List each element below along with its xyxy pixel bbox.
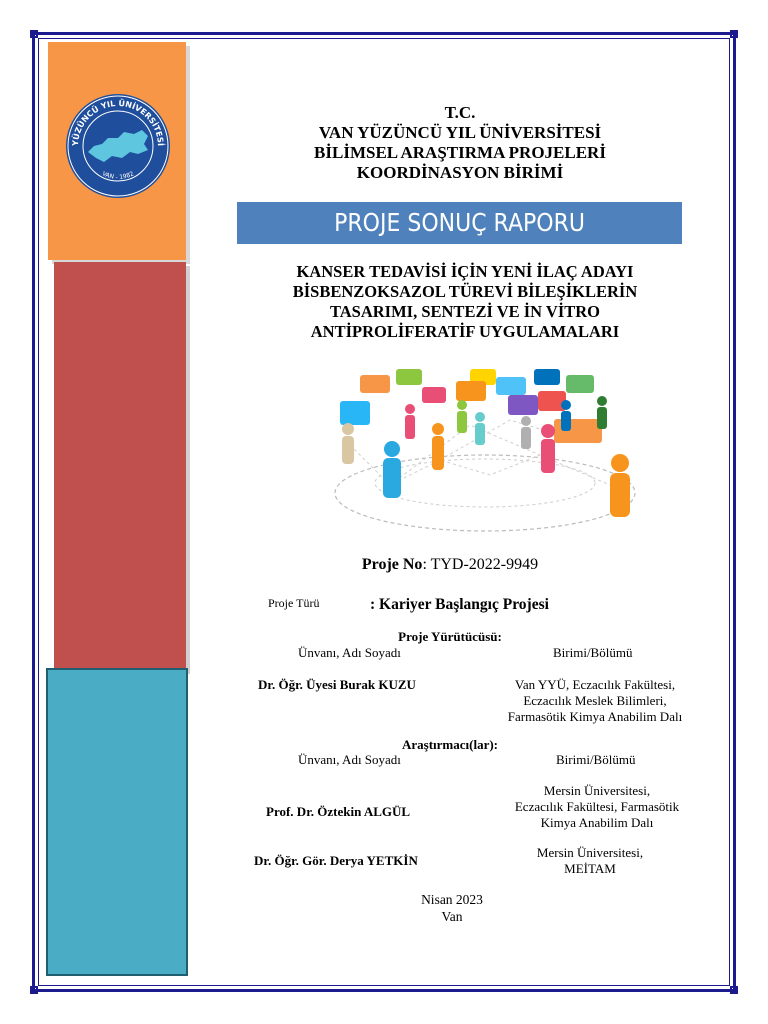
title-line: BİSBENZOKSAZOL TÜREVİ BİLEŞİKLERİN — [292, 282, 638, 301]
executor-unit-line: Van YYÜ, Eczacılık Fakültesi, — [514, 677, 676, 692]
researcher-name: Prof. Dr. Öztekin ALGÜL — [266, 804, 411, 819]
banner-text: PROJE SONUÇ RAPORU — [334, 208, 585, 237]
executor-unit-line: Farmasötik Kimya Anabilim Dalı — [507, 709, 683, 724]
researchers-col-unit: Birimi/Bölümü — [556, 752, 636, 767]
border-corner — [730, 986, 738, 994]
executor-col-unit: Birimi/Bölümü — [553, 645, 633, 660]
title-line: ANTİPROLİFERATİF UYGULAMALARI — [310, 322, 620, 341]
red-bar — [54, 262, 186, 670]
executor-col-name: Ünvanı, Adı Soyadı — [298, 645, 401, 660]
institution-header — [230, 103, 690, 183]
project-title — [230, 262, 700, 342]
project-number — [230, 556, 670, 574]
executor-heading: Proje Yürütücüsü: — [398, 629, 502, 644]
title-line: TASARIMI, SENTEZİ VE İN VİTRO — [329, 302, 601, 321]
network-people-illustration — [330, 365, 640, 535]
researcher-name: Dr. Öğr. Gör. Derya YETKİN — [254, 853, 418, 868]
researcher-unit — [490, 845, 690, 877]
researchers-col-name: Ünvanı, Adı Soyadı — [298, 752, 401, 767]
researcher-unit — [490, 783, 704, 831]
report-date: Nisan 2023 — [421, 892, 483, 907]
teal-bar — [46, 668, 188, 976]
header-line: KOORDİNASYON BİRİMİ — [356, 163, 564, 182]
border-corner — [730, 30, 738, 38]
researcher-unit-line: Eczacılık Fakültesi, Farmasötik — [514, 799, 680, 814]
border-corner — [30, 30, 38, 38]
header-line: T.C. — [444, 103, 476, 122]
executor-name: Dr. Öğr. Üyesi Burak KUZU — [258, 677, 416, 692]
project-number-value: : TYD-2022-9949 — [422, 556, 539, 573]
researcher-unit-line: MEİTAM — [564, 861, 616, 876]
project-number-label: Proje No — [361, 556, 423, 573]
researcher-unit-line: Kimya Anabilim Dalı — [540, 815, 654, 830]
header-line: VAN YÜZÜNCÜ YIL ÜNİVERSİTESİ — [318, 123, 602, 142]
executor-unit — [490, 677, 700, 725]
researcher-unit-line: Mersin Üniversitesi, — [543, 783, 651, 798]
logo-arc-bottom: VAN - 1982 — [100, 170, 136, 181]
university-logo — [64, 92, 172, 200]
researchers-heading: Araştırmacı(lar): — [401, 737, 498, 752]
researcher-unit-line: Mersin Üniversitesi, — [536, 845, 644, 860]
report-place: Van — [441, 909, 463, 924]
title-line: KANSER TEDAVİSİ İÇİN YENİ İLAÇ ADAYI — [296, 262, 634, 281]
border-corner — [30, 986, 38, 994]
report-type-banner — [237, 202, 682, 244]
logo-arc-top: YÜZÜNCÜ YIL ÜNİVERSİTESİ — [70, 98, 166, 147]
project-type-label: Proje Türü — [268, 596, 320, 610]
project-type-value: : Kariyer Başlangıç Projesi — [370, 596, 549, 613]
header-line: BİLİMSEL ARAŞTIRMA PROJELERİ — [314, 143, 606, 162]
executor-unit-line: Eczacılık Meslek Bilimleri, — [523, 693, 667, 708]
